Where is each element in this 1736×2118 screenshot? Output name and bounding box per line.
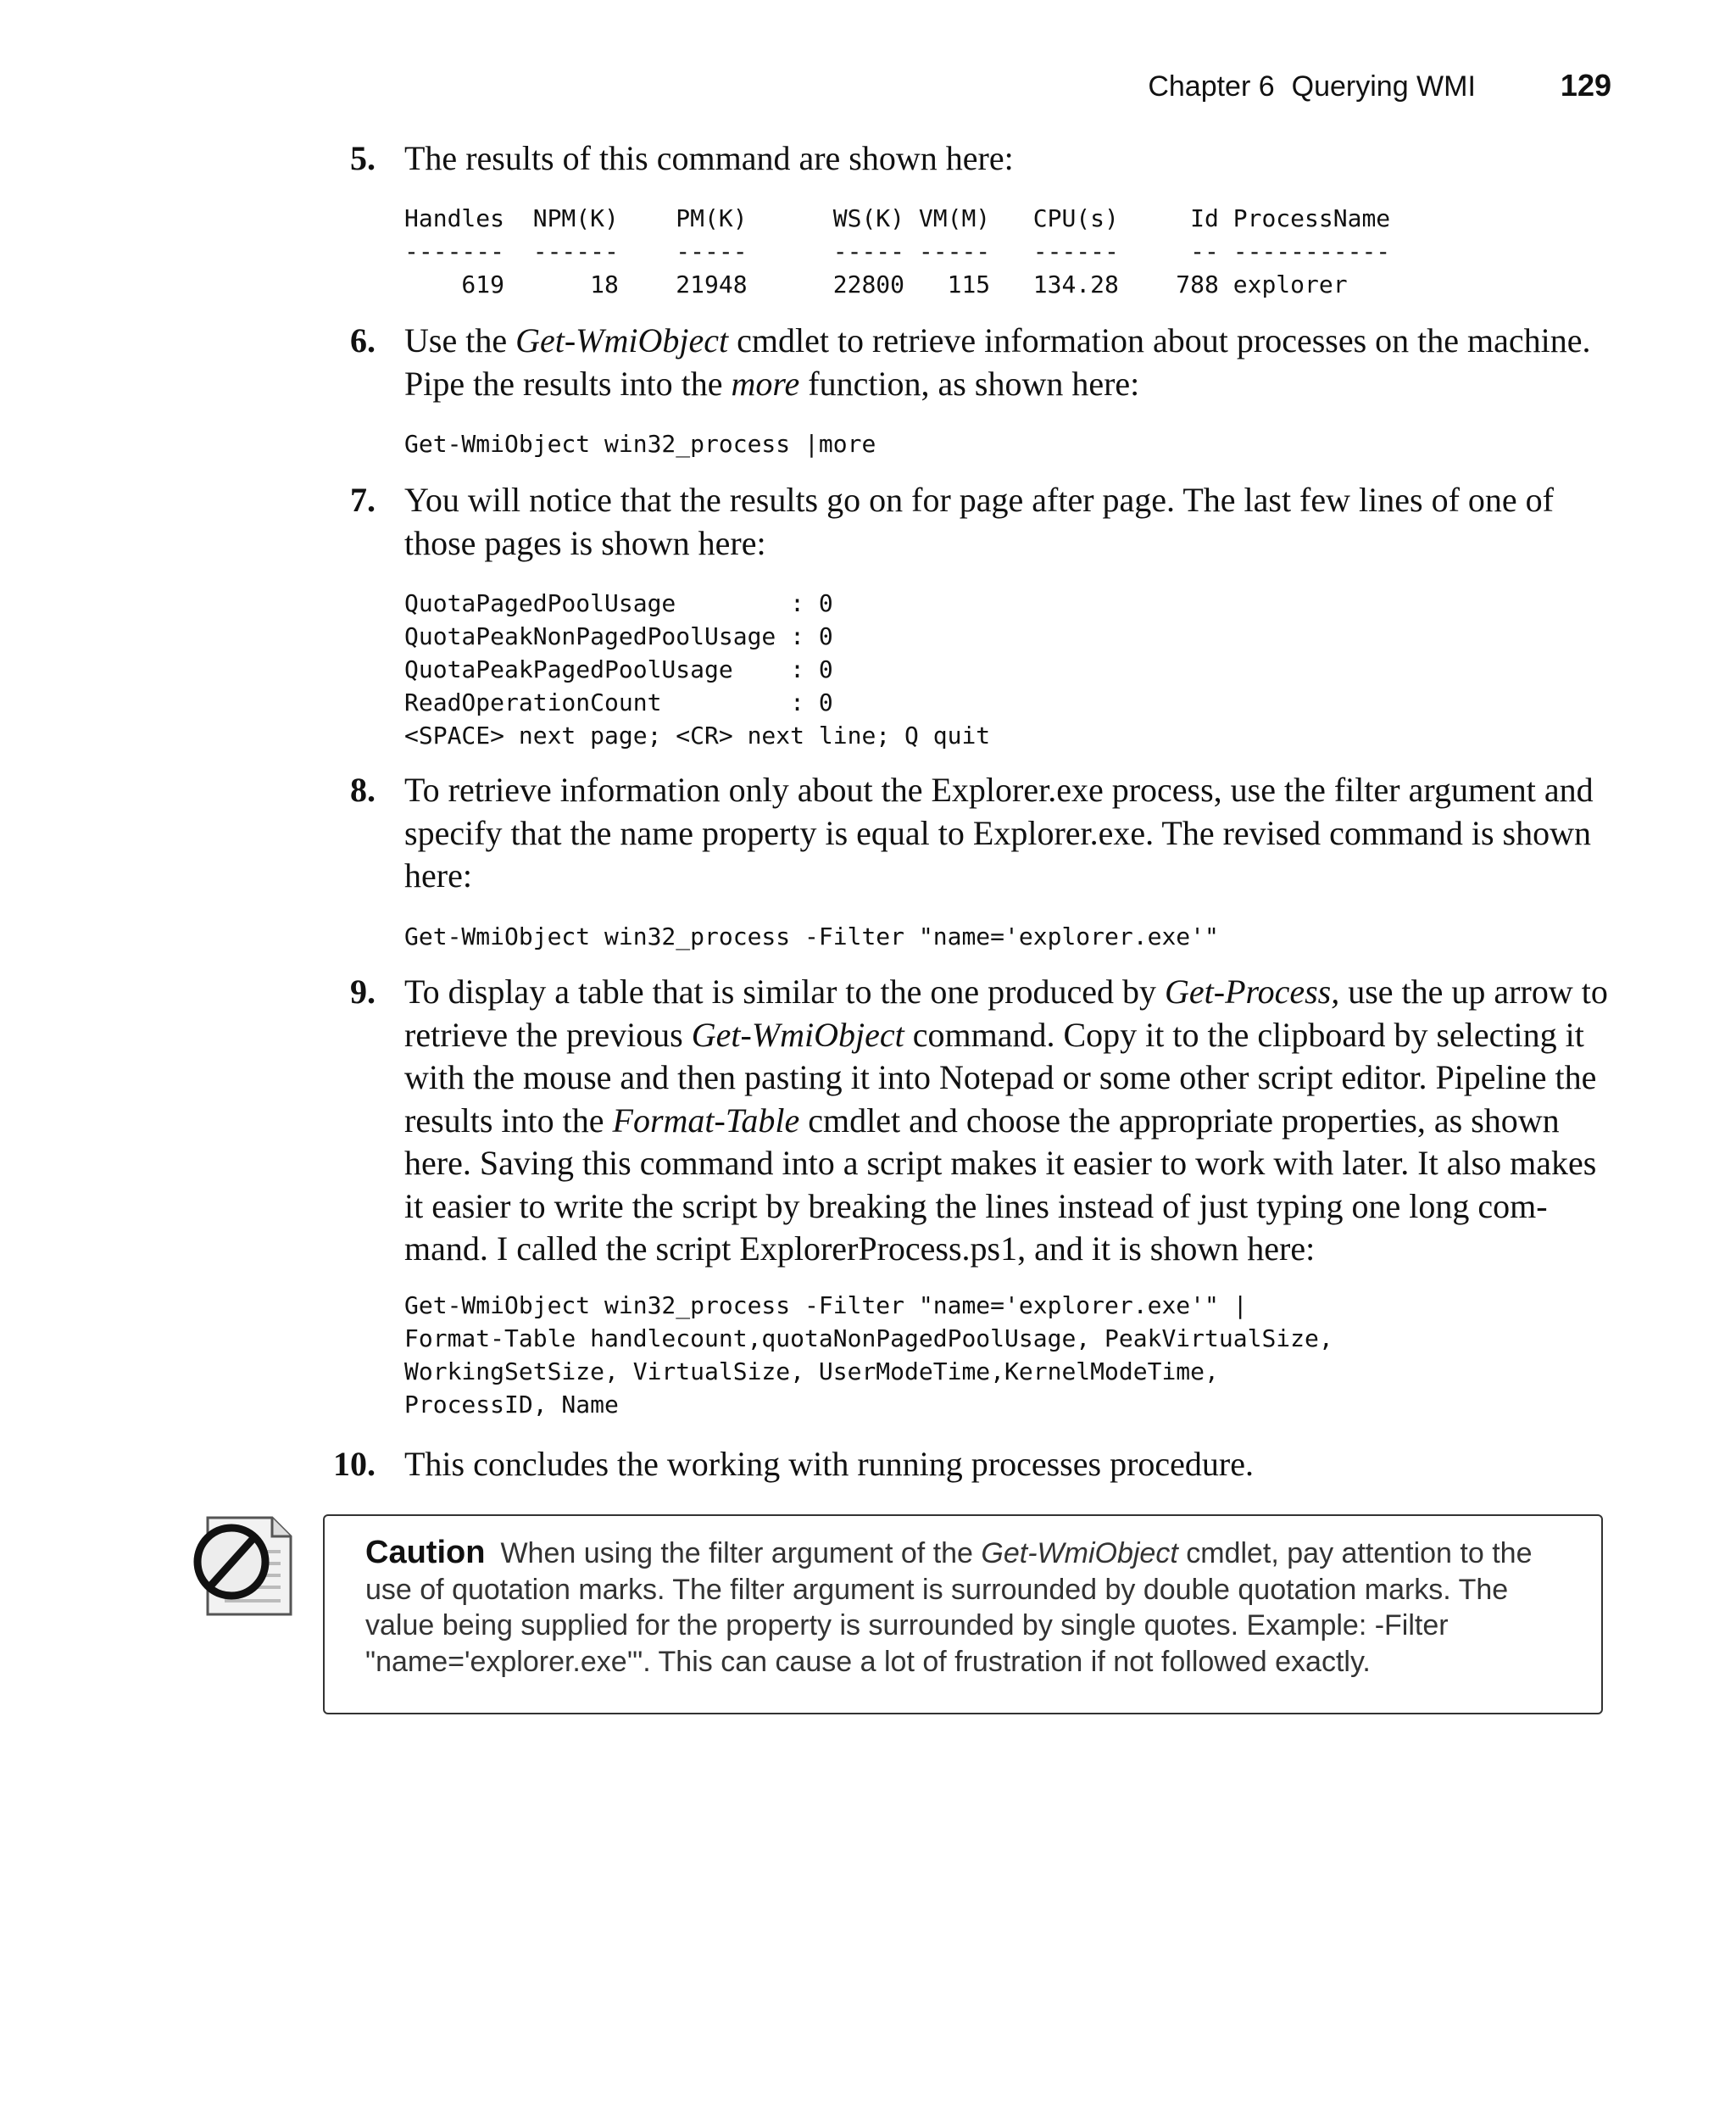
step-text [404, 320, 1608, 405]
italic-term: Get-Process, [1165, 973, 1340, 1011]
italic-term: Get-WmiObject [515, 321, 729, 360]
italic-term: Format-Table [612, 1101, 800, 1140]
step-number: 7. [350, 481, 376, 519]
text-run: To display a table that is similar to the one produced by [404, 973, 1165, 1011]
text-run: cmdlet to retrieve information about processes on the machine. Pipe the results into the [404, 321, 1591, 403]
step-text [404, 137, 1608, 181]
step-text [404, 479, 1608, 565]
chapter-title: Querying WMI [1291, 70, 1476, 103]
text-run: Use the [404, 321, 516, 360]
italic-term: Get-WmiObject [691, 1015, 904, 1054]
step-text [404, 971, 1608, 1271]
code-block: Get-WmiObject win32_process -Filter "name='explorer.exe'" [404, 922, 1219, 950]
text-run: When using the filter argument of the [500, 1537, 982, 1569]
text-run: use the up arrow to retrieve the previous [404, 973, 1608, 1054]
caution-body [365, 1537, 1532, 1678]
text-run: You will notice that the results go on for page after page. The last few lines of one of those pages is shown here: [404, 481, 1554, 562]
caution-prohibited-icon [191, 1514, 294, 1618]
chapter-label: Chapter 6 [1148, 70, 1275, 103]
code-block: Handles NPM(K) PM(K) WS(K) VM(M) CPU(s) Id ProcessName ------- ------ ----- ----- ----- ------ -- ----------- 619 18 21948 22800 115 134.28 788 explorer [404, 204, 1391, 298]
text-run: command. Copy it to the clipboard by selecting it with the mouse and then pasting it into Notepad or some other script editor. Pipeline the results into the [404, 1015, 1597, 1140]
step-number: 6. [350, 321, 376, 360]
step-number: 8. [350, 771, 376, 809]
step-number: 9. [350, 973, 376, 1011]
text-run: cmdlet and choose the appropriate properties, as shown here. Saving this command into a script makes it easier to work with later. It also makes it easier to write the script by breaking the lines instead of just typing one long com-mand. I called the script ExplorerProcess.ps1, and it is shown here: [404, 1101, 1597, 1268]
text-run: This concludes the working with running processes procedure. [404, 1445, 1254, 1483]
code-block: Get-WmiObject win32_process -Filter "name='explorer.exe'" | Format-Table handlecount,quotaNonPagedPoolUsage, PeakVirtualSize, WorkingSetSize, VirtualSize, UserModeTime,KernelModeTime, ProcessID, Name [404, 1291, 1333, 1419]
page-number: 129 [1560, 68, 1611, 103]
text-run: cmdlet, pay attention to the use of quotation marks. The filter argument is surrounded by double quotation marks. The value being supplied for the property is surrounded by single quotes. Example: -Filter "name='explorer.exe'". This can cause a lot of frustration if not followed exactly. [365, 1537, 1533, 1678]
caution-note [323, 1514, 1603, 1714]
caution-label: Caution [365, 1535, 486, 1570]
step-number: 10. [333, 1445, 376, 1483]
caution-text [365, 1535, 1569, 1680]
code-block: Get-WmiObject win32_process |more [404, 430, 876, 458]
italic-term: more [731, 364, 800, 403]
italic-term: Get-WmiObject [981, 1537, 1178, 1569]
text-run: function, as shown here: [799, 364, 1140, 403]
text-run: The results of this command are shown here: [404, 139, 1014, 177]
step-number: 5. [350, 139, 376, 177]
step-text [404, 769, 1608, 898]
text-run: To retrieve information only about the Explorer.exe process, use the filter argument and specify that the name property is equal to Explorer.exe. The revised command is shown here: [404, 771, 1594, 895]
running-header [1148, 68, 1611, 103]
code-block: QuotaPagedPoolUsage : 0 QuotaPeakNonPagedPoolUsage : 0 QuotaPeakPagedPoolUsage : 0 ReadOperationCount : 0 <SPACE> next page; <CR> next line; Q quit [404, 589, 991, 750]
step-text [404, 1443, 1608, 1486]
